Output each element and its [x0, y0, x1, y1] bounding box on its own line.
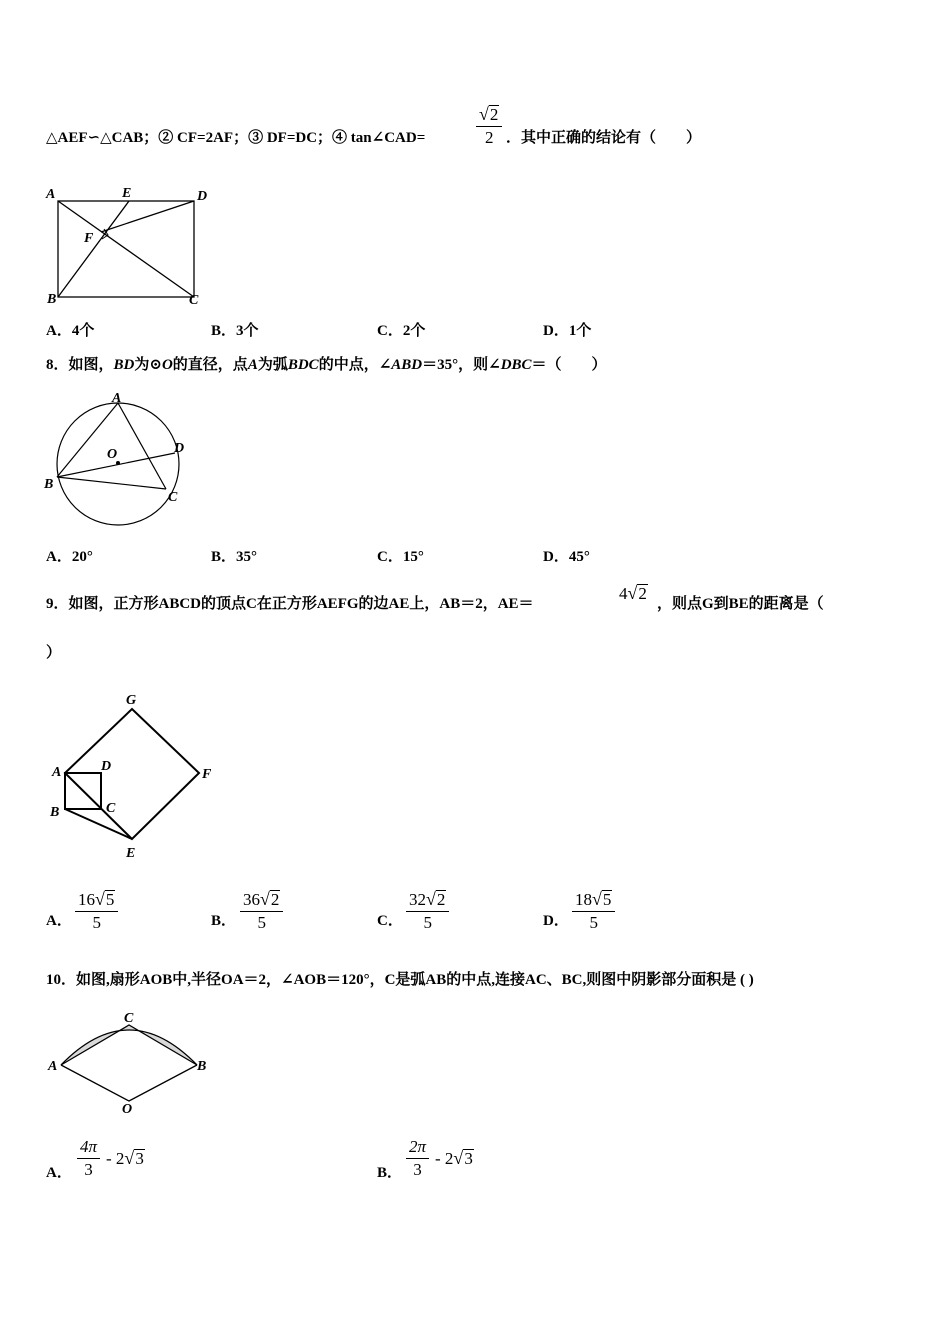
q7-label-c: C [189, 293, 199, 308]
q7-option-b[interactable] [211, 321, 259, 341]
q8-text: 的中点，∠ [318, 357, 392, 373]
option-text: 35° [236, 549, 258, 565]
q10-label-a: A [48, 1059, 58, 1074]
q9-label-d: D [101, 759, 112, 774]
option-den: 3 [413, 1160, 422, 1179]
q8-text: 如图， [68, 357, 114, 373]
q8-option-c[interactable] [377, 547, 424, 567]
option-text: 2个 [402, 323, 426, 339]
q8-figure [40, 388, 200, 530]
option-den: 3 [84, 1160, 93, 1179]
q7-frac-den: 2 [484, 128, 494, 147]
q7-label-b: B [47, 292, 57, 307]
q9-label-e: E [126, 846, 136, 861]
option-text: 3个 [236, 323, 259, 339]
q10-option-a-letter[interactable]: A． [46, 1165, 72, 1181]
q10-option-a-frac[interactable] [77, 1136, 100, 1181]
q10-option-b-rest[interactable]: - 2√3 [435, 1148, 473, 1168]
q8-option-b[interactable] [211, 547, 257, 567]
q9-ae-value: 4√2 [619, 583, 647, 603]
q9-label-b: B [50, 805, 60, 820]
q8-var: BDC [287, 357, 319, 373]
q8-text: 的直径，点 [172, 357, 248, 373]
q8-label-b: B [44, 477, 54, 492]
q10-text: 如图,扇形AOB中,半径OA＝2，∠AOB＝120°，C是弧AB的中点,连接AC、BC,则图中阴影部分面积是 ( ) [76, 972, 754, 988]
option-den: 5 [423, 913, 432, 932]
q7-tan-fraction: $\frac{√2}{2}$ [476, 103, 502, 149]
q7-label-d: D [197, 189, 208, 204]
q9-figure [44, 688, 224, 866]
option-den: 5 [589, 913, 598, 932]
q7-option-d[interactable] [543, 321, 591, 341]
option-letter: C． [377, 323, 403, 339]
q7-label-e: E [122, 186, 132, 201]
q9-option-d-value[interactable]: $\frac{18√5}{5}$ [572, 888, 615, 934]
option-text: 4个 [71, 323, 95, 339]
q7-option-c[interactable] [377, 321, 425, 341]
q9-text: 如图，正方形ABCD的顶点C在正方形AEFG的边AE上，AB＝2，AE＝ [68, 596, 534, 612]
q9-stem-close: ） [46, 645, 62, 661]
q10-figure [44, 1008, 214, 1120]
q9-option-c-letter[interactable]: C． [377, 913, 403, 929]
q8-option-d[interactable] [543, 547, 590, 567]
q9-option-a-value[interactable]: $\frac{16√5}{5}$ [75, 888, 118, 934]
q9-option-c-value[interactable]: $\frac{32√2}{5}$ [406, 888, 449, 934]
option-letter: A． [46, 323, 72, 339]
q8-var: ABD [391, 357, 423, 373]
option-letter: D． [543, 549, 569, 565]
option-radicand: 2 [436, 890, 446, 909]
q8-text: 为弧 [257, 357, 288, 373]
option-num: 4π [77, 1136, 100, 1159]
q10-option-b-frac[interactable] [406, 1136, 429, 1181]
q10-option-b-letter[interactable]: B． [377, 1165, 403, 1181]
q9-label-c: C [106, 801, 116, 816]
q10-stem [46, 970, 754, 990]
q8-label-c: C [168, 490, 178, 505]
q8-var: DBC [500, 357, 532, 373]
q10-label-b: B [197, 1059, 207, 1074]
q9-number: 9． [46, 596, 69, 612]
option-coef: 36 [243, 890, 260, 909]
q7-option-a[interactable] [46, 321, 94, 341]
q7-figure [44, 182, 219, 312]
q9-stem-b: ，则点G到BE的距离是（ [657, 596, 824, 612]
option-radicand: 5 [602, 890, 612, 909]
q7-label-a: A [46, 187, 56, 202]
option-radicand: 3 [464, 1149, 473, 1168]
q8-text: ＝（ ） [531, 357, 607, 373]
q9-stem-a [46, 594, 534, 614]
q8-label-o: O [107, 447, 118, 462]
q8-text: ＝35°，则∠ [422, 357, 501, 373]
option-radicand: 5 [105, 890, 115, 909]
q9-option-d-letter[interactable]: D． [543, 913, 569, 929]
q8-number: 8． [46, 357, 69, 373]
q8-stem [46, 355, 607, 375]
q9-label-a: A [52, 765, 62, 780]
option-num: 2π [406, 1136, 429, 1159]
option-text: 20° [71, 549, 93, 565]
q9-label-g: G [126, 693, 137, 708]
option-den: 5 [257, 913, 266, 932]
q8-label-d: D [174, 441, 185, 456]
q8-var: A [247, 357, 258, 373]
q7-frac-radicand: 2 [489, 105, 499, 124]
option-coef: 16 [78, 890, 95, 909]
option-letter: C． [377, 549, 403, 565]
q9-label-f: F [202, 767, 212, 782]
q10-label-c: C [124, 1011, 134, 1026]
option-letter: B． [211, 549, 237, 565]
q9-ae-radicand: 2 [638, 584, 647, 603]
q8-var: O [161, 357, 173, 373]
option-coef: 32 [409, 890, 426, 909]
q10-option-a-rest[interactable]: - 2√3 [106, 1148, 144, 1168]
q7-stem-part1: △AEF∽△CAB；② CF=2AF；③ DF=DC；④ tan∠CAD= [46, 130, 426, 146]
q8-var: BD [113, 357, 135, 373]
q10-number: 10． [46, 972, 77, 988]
q9-option-a-letter[interactable]: A． [46, 913, 72, 929]
q8-option-a[interactable] [46, 547, 93, 567]
option-text: 15° [402, 549, 424, 565]
q7-label-f: F [84, 231, 94, 246]
option-radicand: 3 [135, 1149, 144, 1168]
option-letter: B． [211, 323, 237, 339]
option-letter: D． [543, 323, 569, 339]
option-text: 1个 [568, 323, 592, 339]
option-letter: A． [46, 549, 72, 565]
q10-label-o: O [122, 1102, 133, 1117]
option-rest: - 2 [435, 1149, 454, 1168]
option-radicand: 2 [270, 890, 280, 909]
q9-option-b-value[interactable]: $\frac{36√2}{5}$ [240, 888, 283, 934]
q9-ae-coef: 4 [619, 584, 628, 603]
option-rest: - 2 [106, 1149, 125, 1168]
q8-text: 为⊙ [134, 357, 162, 373]
q8-label-a: A [112, 391, 122, 406]
option-text: 45° [568, 549, 590, 565]
option-den: 5 [92, 913, 101, 932]
q9-option-b-letter[interactable]: B． [211, 913, 237, 929]
option-coef: 18 [575, 890, 592, 909]
q7-stem-part2: ．其中正确的结论有（ ） [506, 130, 702, 146]
